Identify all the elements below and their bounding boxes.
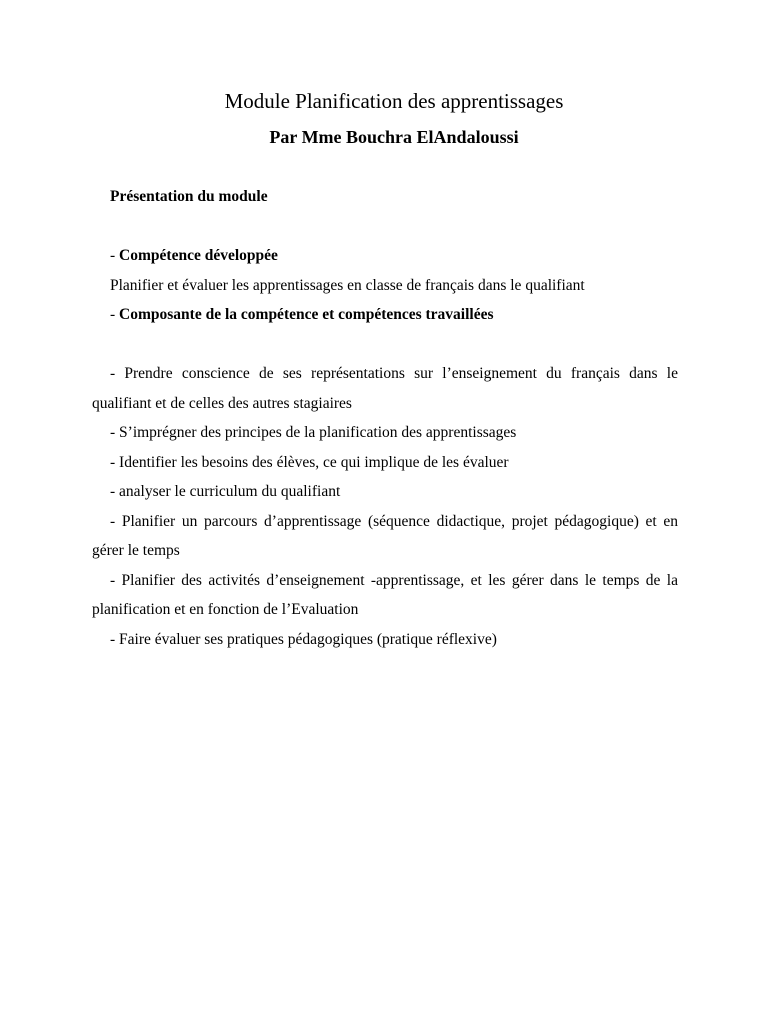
competence-line [92, 241, 678, 271]
competence-prefix: - [110, 247, 120, 264]
list-item: - analyser le curriculum du qualifiant [110, 483, 341, 500]
section-heading: Présentation du module [110, 188, 268, 205]
competence-heading: Compétence développée [119, 247, 278, 264]
spacer [92, 330, 678, 360]
list-item: - Prendre conscience de ses représentations sur l’enseignement du français dans le qualifiant et de celles des autres stagiaires [92, 365, 678, 412]
list-item: - Planifier des activités d’enseignement -apprentissage, et les gérer dans le temps de la planification et en fonction de l’Evaluation [92, 571, 678, 618]
document-title: Module Planification des apprentissages [224, 89, 564, 113]
composante-line [92, 300, 678, 330]
list-item: - Identifier les besoins des élèves, ce qui implique de les évaluer [110, 453, 509, 471]
document-body [92, 182, 678, 654]
composante-prefix: - [110, 306, 120, 323]
competence-text: Planifier et évaluer les apprentissages en classe de français dans le qualifiant [110, 276, 585, 294]
list-item: - Faire évaluer ses pratiques pédagogiques (pratique réflexive) [110, 630, 497, 648]
spacer [92, 212, 678, 242]
document-author: Par Mme Bouchra ElAndaloussi [269, 127, 519, 147]
list-item: - S’imprégner des principes de la planification des apprentissages [110, 424, 517, 441]
composante-heading: Composante de la compétence et compétences travaillées [119, 306, 494, 323]
list-item: - Planifier un parcours d’apprentissage (séquence didactique, projet pédagogique) et en gérer le temps [92, 512, 678, 559]
